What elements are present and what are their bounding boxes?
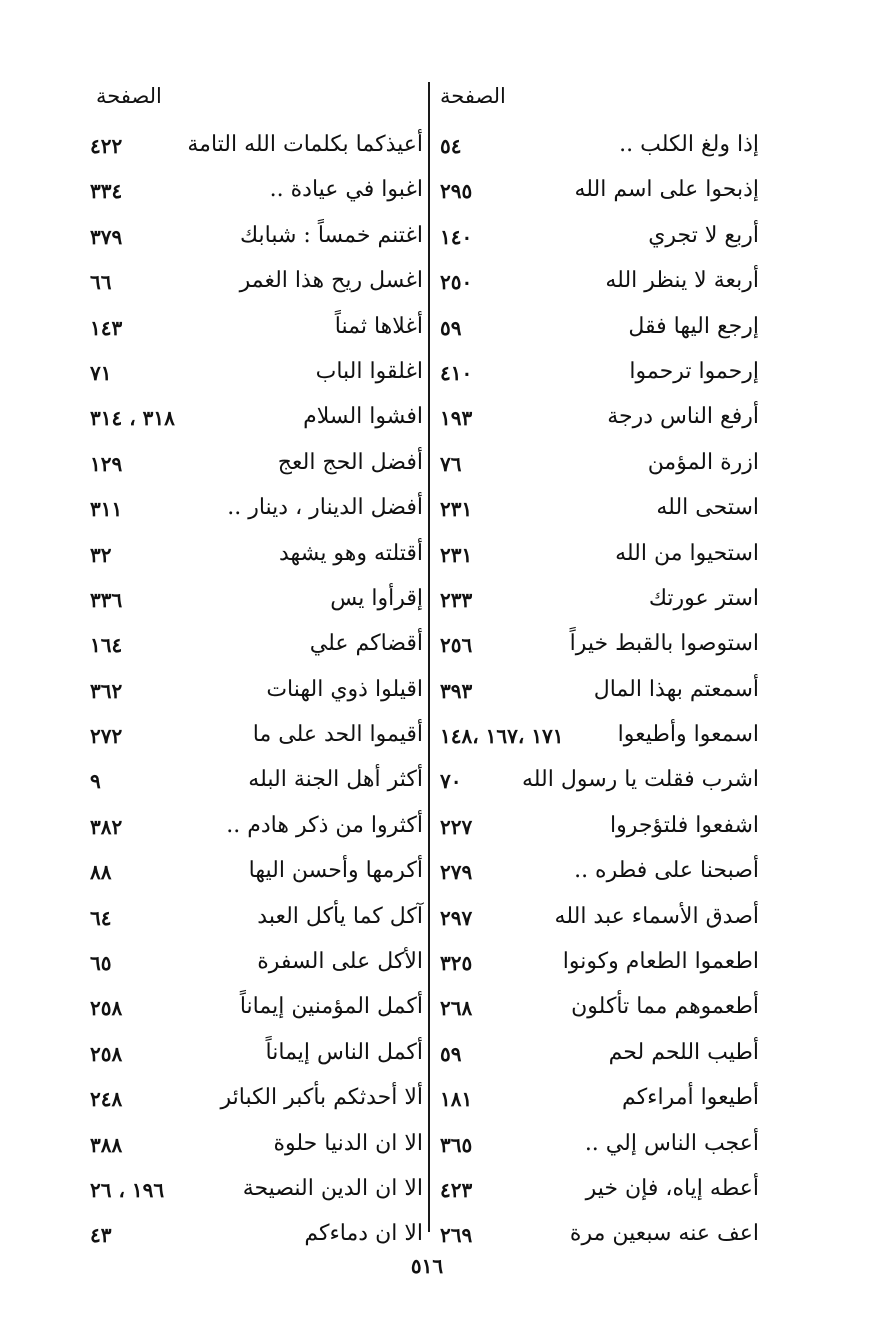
entry-text: أكثر أهل الجنة البله	[248, 767, 423, 793]
index-entry	[430, 898, 765, 943]
entry-text: إرجع اليها فقل	[628, 313, 759, 339]
entry-text: أفضل الدينار ، دينار ..	[227, 495, 423, 521]
entry-page-number: ٢٦٩	[440, 1223, 473, 1248]
entry-page-number: ٦٤	[90, 905, 112, 930]
index-entry	[80, 898, 425, 943]
entry-page-number: ٢٣٣	[440, 587, 473, 612]
index-entry	[430, 444, 765, 489]
entry-text: اطعموا الطعام وكونوا	[562, 949, 759, 975]
entry-text: أسمعتم بهذا المال	[593, 676, 759, 702]
index-entry	[80, 1034, 425, 1079]
entry-text: اغلقوا الباب	[315, 358, 423, 384]
index-entry	[80, 1170, 425, 1215]
index-entry	[80, 988, 425, 1033]
entry-page-number: ٧١	[90, 360, 112, 385]
entry-page-number: ٣٨٢	[90, 814, 123, 839]
index-entry	[430, 126, 765, 171]
index-entry	[430, 807, 765, 852]
entry-text: إرحموا ترحموا	[629, 358, 759, 384]
entry-page-number: ٢٥٨	[90, 996, 123, 1021]
entry-page-number: ٢٥٨	[90, 1041, 123, 1066]
entry-text: أكمل المؤمنين إيماناً	[239, 994, 423, 1020]
index-entry	[430, 1170, 765, 1215]
index-entry	[430, 761, 765, 806]
entry-text: استر عورتك	[648, 585, 759, 611]
entry-text: أربع لا تجري	[648, 222, 759, 248]
index-entry	[430, 1034, 765, 1079]
entry-text: استحيوا من الله	[615, 540, 759, 566]
left-index-column	[80, 126, 425, 1248]
entry-page-number: ٧٦	[440, 451, 462, 476]
entry-page-number: ٤٢٣	[440, 1177, 473, 1202]
entry-text: إقرأوا يس	[330, 585, 423, 611]
index-entry	[430, 262, 765, 307]
index-entry	[80, 398, 425, 443]
entry-text: أربعة لا ينظر الله	[605, 268, 759, 294]
right-column-header: الصفحة	[440, 84, 506, 108]
index-entry	[80, 625, 425, 670]
entry-page-number: ٥٤	[440, 134, 462, 158]
index-entry	[430, 716, 765, 761]
entry-page-number: ١٤٠	[440, 224, 473, 249]
entry-page-number: ٧٠	[440, 769, 462, 794]
entry-page-number: ٢٦٨	[440, 996, 473, 1021]
entry-text: أكرمها وأحسن اليها	[248, 858, 423, 884]
entry-page-number: ٢٥٠	[440, 270, 473, 295]
entry-text: أصبحنا على فطره ..	[574, 858, 759, 884]
index-entry	[80, 1215, 425, 1260]
index-entry	[430, 535, 765, 580]
index-entry	[430, 398, 765, 443]
index-entry	[430, 308, 765, 353]
entry-page-number: ٢٢٧	[440, 814, 473, 839]
entry-page-number: ٢٧٢	[90, 724, 123, 749]
entry-page-number: ٢٥٦	[440, 633, 473, 658]
index-entry	[430, 353, 765, 398]
index-entry	[80, 308, 425, 353]
entry-text: استوصوا بالقبط خيراً	[569, 631, 759, 657]
entry-page-number: ٤١٠	[440, 360, 473, 385]
entry-text: أعيذكما بكلمات الله التامة	[187, 132, 423, 157]
index-entry	[80, 262, 425, 307]
entry-text: اشفعوا فلتؤجروا	[609, 812, 759, 838]
entry-text: الا ان الدين النصيحة	[242, 1175, 423, 1201]
entry-page-number: ٢٩٥	[440, 179, 473, 204]
index-entry	[80, 943, 425, 988]
entry-page-number: ١٤٣	[90, 315, 123, 340]
index-entry	[430, 1125, 765, 1170]
entry-page-number: ١٦٤	[90, 633, 123, 658]
entry-text: استحى الله	[656, 495, 759, 521]
index-entry	[80, 580, 425, 625]
entry-text: آكل كما يأكل العبد	[257, 903, 423, 929]
entry-page-number: ١٢٩	[90, 451, 123, 476]
entry-page-number: ٣٣٤	[90, 179, 123, 204]
index-entry	[430, 1215, 765, 1260]
entry-text: الا ان الدنيا حلوة	[273, 1130, 423, 1156]
entry-text: أطعموهم مما تأكلون	[571, 994, 759, 1020]
entry-text: أفضل الحج العج	[277, 449, 423, 475]
entry-page-number: ٢٤٨	[90, 1087, 123, 1112]
entry-page-number: ٢٩٧	[440, 905, 473, 930]
entry-page-number: ٣١١	[90, 497, 123, 522]
index-entry	[80, 807, 425, 852]
entry-page-number: ٦٥	[90, 951, 112, 976]
entry-text: أطيعوا أمراءكم	[622, 1085, 759, 1111]
entry-text: أكمل الناس إيماناً	[265, 1039, 423, 1065]
entry-text: الأكل على السفرة	[257, 949, 423, 975]
entry-text: ازرة المؤمن	[647, 449, 759, 475]
entry-text: اقيلوا ذوي الهنات	[266, 676, 423, 702]
page-number: ٥١٦	[410, 1254, 444, 1278]
index-entry	[80, 489, 425, 534]
entry-page-number: ٣٦٢	[90, 678, 123, 703]
entry-text: اغتنم خمساً : شبابك	[239, 222, 423, 248]
entry-page-number: ٣٣٦	[90, 587, 123, 612]
entry-text: اعف عنه سبعين مرة	[569, 1221, 759, 1247]
index-entry	[80, 716, 425, 761]
entry-text: أصدق الأسماء عبد الله	[554, 903, 759, 929]
index-entry	[80, 444, 425, 489]
entry-text: اغسل ريح هذا الغمر	[239, 268, 423, 294]
index-entry	[430, 489, 765, 534]
entry-text: أكثروا من ذكر هادم ..	[226, 812, 423, 838]
index-entry	[80, 761, 425, 806]
entry-text: إذبحوا على اسم الله	[574, 177, 759, 203]
entry-text: أطيب اللحم لحم	[608, 1039, 759, 1065]
index-entry	[430, 217, 765, 262]
entry-page-number: ٣٦٥	[440, 1132, 473, 1157]
index-entry	[430, 988, 765, 1033]
entry-text: أقيموا الحد على ما	[252, 722, 423, 748]
left-column-header: الصفحة	[96, 84, 162, 108]
index-entry	[80, 671, 425, 716]
index-entry	[430, 1079, 765, 1124]
entry-text: افشوا السلام	[303, 404, 423, 430]
entry-text: الا ان دماءكم	[304, 1221, 423, 1247]
index-entry	[80, 1079, 425, 1124]
index-entry	[430, 171, 765, 216]
index-entry	[80, 1125, 425, 1170]
entry-page-number: ٤٢٢	[90, 134, 123, 158]
entry-text: أرفع الناس درجة	[607, 404, 759, 430]
entry-page-number: ٥٩	[440, 315, 462, 340]
entry-page-number: ١٧١ ،١٦٧ ،١٤٨	[440, 724, 564, 749]
entry-text: أغلاها ثمناً	[334, 313, 423, 339]
entry-page-number: ٣٢٥	[440, 951, 473, 976]
index-entry	[430, 852, 765, 897]
entry-text: اشرب فقلت يا رسول الله	[521, 767, 759, 793]
entry-page-number: ١٩٣	[440, 406, 473, 431]
entry-text: إذا ولغ الكلب ..	[619, 132, 759, 157]
entry-page-number: ٩	[90, 769, 101, 794]
entry-page-number: ١٩٦ ، ٢٦	[90, 1177, 165, 1202]
entry-text: أقتلته وهو يشهد	[279, 540, 423, 566]
entry-page-number: ٦٦	[90, 270, 112, 295]
entry-page-number: ٣٩٣	[440, 678, 473, 703]
entry-page-number: ٢٣١	[440, 542, 473, 567]
index-entry	[80, 535, 425, 580]
right-index-column	[430, 126, 765, 1248]
entry-page-number: ٣٧٩	[90, 224, 123, 249]
entry-text: أعطه إياه، فإن خير	[585, 1175, 759, 1201]
index-entry	[430, 625, 765, 670]
entry-page-number: ٤٣	[90, 1223, 112, 1248]
entry-page-number: ٢٧٩	[440, 860, 473, 885]
index-entry	[430, 580, 765, 625]
entry-text: اسمعوا وأطيعوا	[617, 722, 759, 748]
index-entry	[430, 943, 765, 988]
entry-page-number: ١٨١	[440, 1087, 473, 1112]
index-entry	[430, 671, 765, 716]
entry-page-number: ٣١٨ ، ٣١٤	[90, 406, 175, 431]
index-entry	[80, 171, 425, 216]
entry-text: أقضاكم علي	[309, 631, 423, 657]
entry-page-number: ٨٨	[90, 860, 112, 885]
entry-text: أعجب الناس إلي ..	[584, 1130, 759, 1156]
index-entry	[80, 217, 425, 262]
entry-text: ألا أحدثكم بأكبر الكبائر	[220, 1085, 423, 1111]
entry-page-number: ٣٢	[90, 542, 112, 567]
index-entry	[80, 353, 425, 398]
entry-text: اغبوا في عيادة ..	[269, 177, 423, 203]
index-entry	[80, 126, 425, 171]
entry-page-number: ٣٨٨	[90, 1132, 123, 1157]
entry-page-number: ٢٣١	[440, 497, 473, 522]
index-entry	[80, 852, 425, 897]
entry-page-number: ٥٩	[440, 1041, 462, 1066]
